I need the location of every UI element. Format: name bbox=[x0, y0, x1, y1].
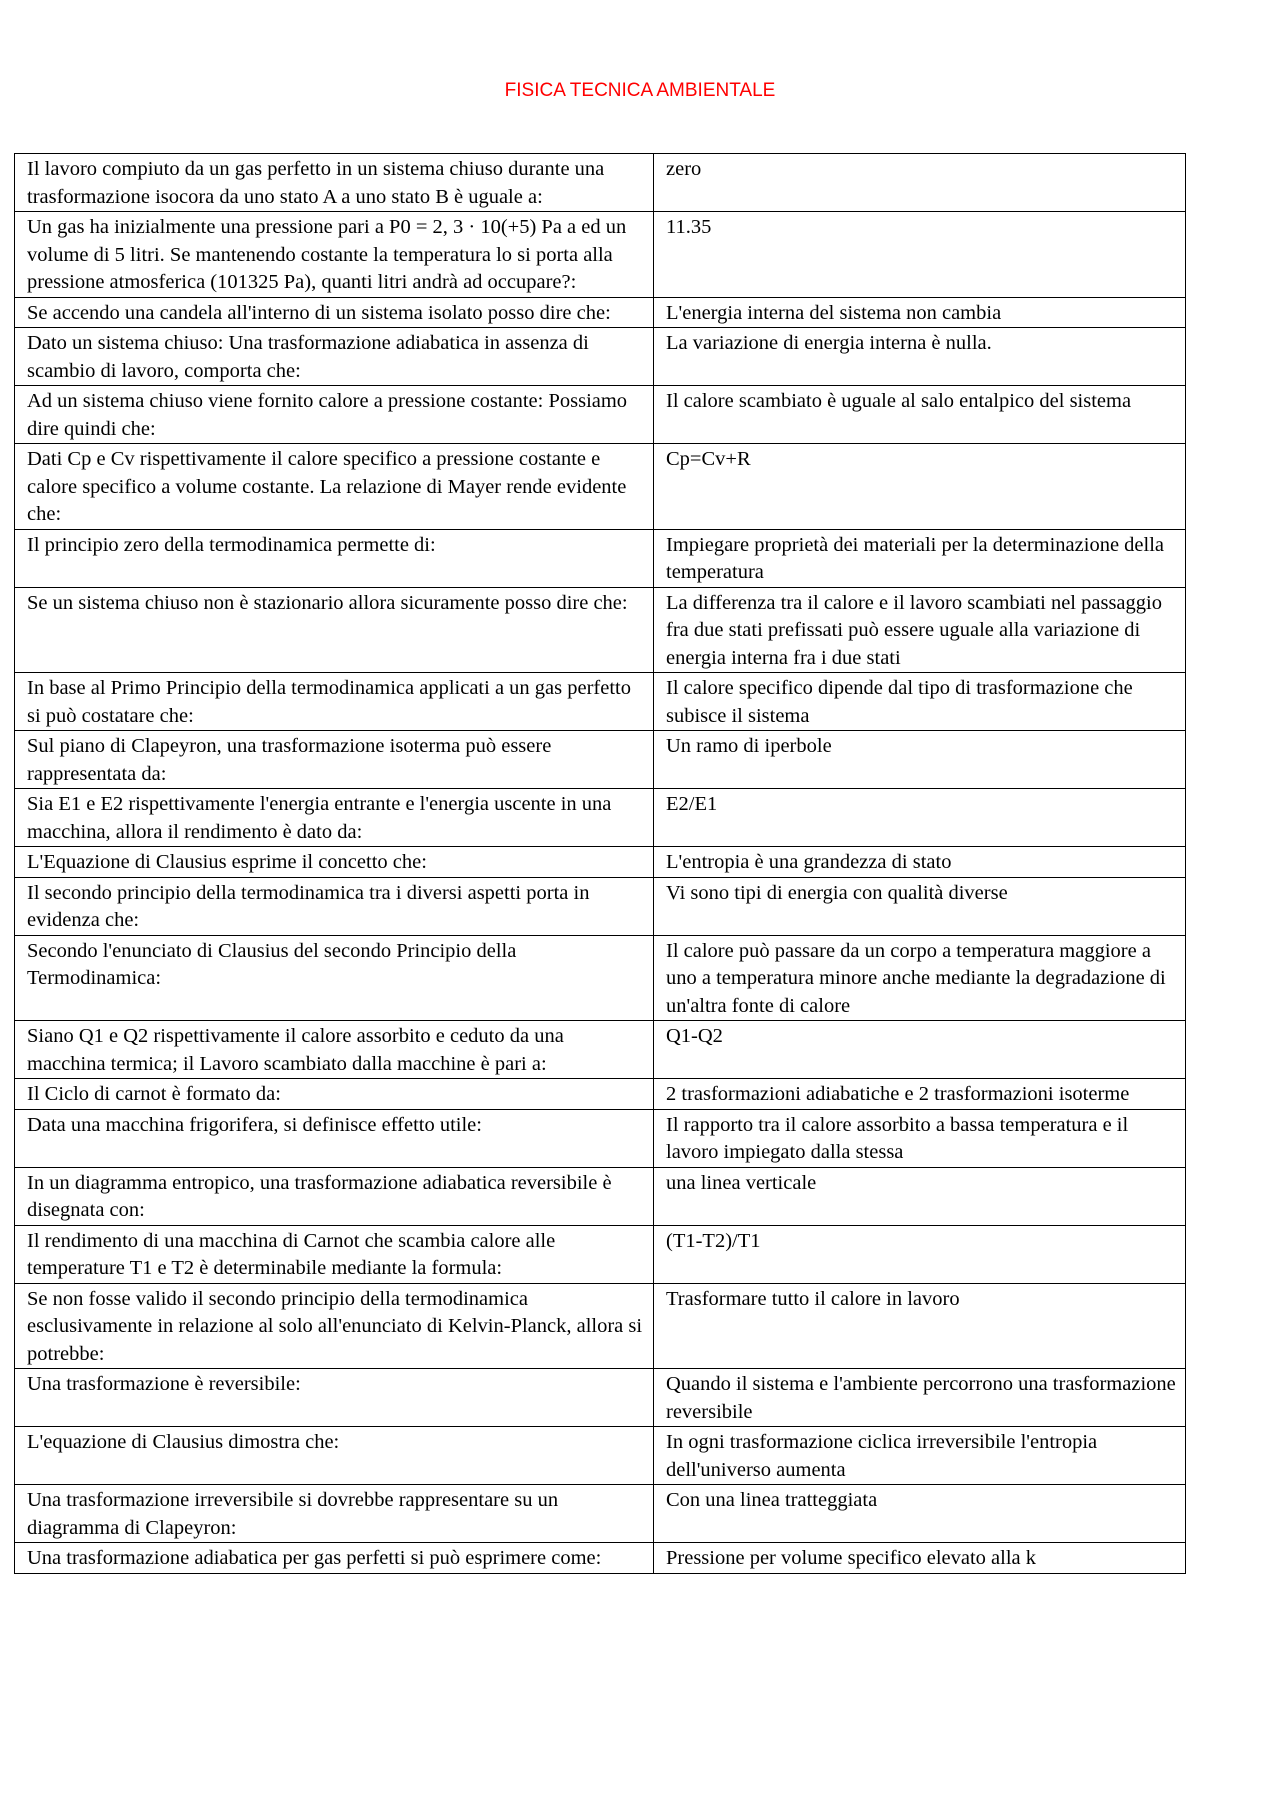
table-row bbox=[15, 731, 1186, 789]
table-row bbox=[15, 1079, 1186, 1110]
question-cell: Il principio zero della termodinamica permette di: bbox=[15, 529, 654, 587]
question-cell: Siano Q1 e Q2 rispettivamente il calore assorbito e ceduto da una macchina termica; il Lavoro scambiato dalla macchine è pari a: bbox=[15, 1021, 654, 1079]
answer-cell: Vi sono tipi di energia con qualità diverse bbox=[654, 877, 1186, 935]
answer-cell: L'energia interna del sistema non cambia bbox=[654, 297, 1186, 328]
answer-cell: Il calore può passare da un corpo a temperatura maggiore a uno a temperatura minore anche mediante la degradazione di un'altra fonte di calore bbox=[654, 935, 1186, 1021]
question-cell: Secondo l'enunciato di Clausius del secondo Principio della Termodinamica: bbox=[15, 935, 654, 1021]
question-cell: Se un sistema chiuso non è stazionario allora sicuramente posso dire che: bbox=[15, 587, 654, 673]
table-row bbox=[15, 1225, 1186, 1283]
table-row bbox=[15, 444, 1186, 530]
answer-cell: Quando il sistema e l'ambiente percorrono una trasformazione reversibile bbox=[654, 1369, 1186, 1427]
table-row bbox=[15, 935, 1186, 1021]
table-row bbox=[15, 297, 1186, 328]
answer-cell: Un ramo di iperbole bbox=[654, 731, 1186, 789]
question-cell: Data una macchina frigorifera, si definisce effetto utile: bbox=[15, 1109, 654, 1167]
table-row bbox=[15, 386, 1186, 444]
question-cell: Il secondo principio della termodinamica tra i diversi aspetti porta in evidenza che: bbox=[15, 877, 654, 935]
answer-cell: Q1-Q2 bbox=[654, 1021, 1186, 1079]
answer-cell: 2 trasformazioni adiabatiche e 2 trasformazioni isoterme bbox=[654, 1079, 1186, 1110]
answer-cell: Il rapporto tra il calore assorbito a bassa temperatura e il lavoro impiegato dalla stessa bbox=[654, 1109, 1186, 1167]
table-row bbox=[15, 1167, 1186, 1225]
question-cell: Una trasformazione adiabatica per gas perfetti si può esprimere come: bbox=[15, 1543, 654, 1574]
table-row bbox=[15, 1485, 1186, 1543]
table-row bbox=[15, 328, 1186, 386]
answer-cell: Il calore specifico dipende dal tipo di trasformazione che subisce il sistema bbox=[654, 673, 1186, 731]
answer-cell: zero bbox=[654, 154, 1186, 212]
question-cell: L'equazione di Clausius dimostra che: bbox=[15, 1427, 654, 1485]
answer-cell: Il calore scambiato è uguale al salo entalpico del sistema bbox=[654, 386, 1186, 444]
question-cell: Dati Cp e Cv rispettivamente il calore specifico a pressione costante e calore specifico a volume costante. La relazione di Mayer rende evidente che: bbox=[15, 444, 654, 530]
answer-cell: La variazione di energia interna è nulla. bbox=[654, 328, 1186, 386]
question-cell: L'Equazione di Clausius esprime il concetto che: bbox=[15, 847, 654, 878]
question-cell: Se accendo una candela all'interno di un sistema isolato posso dire che: bbox=[15, 297, 654, 328]
answer-cell: E2/E1 bbox=[654, 789, 1186, 847]
table-row bbox=[15, 877, 1186, 935]
question-cell: Il lavoro compiuto da un gas perfetto in un sistema chiuso durante una trasformazione isocora da uno stato A a uno stato B è uguale a: bbox=[15, 154, 654, 212]
table-row bbox=[15, 1427, 1186, 1485]
question-cell: Sul piano di Clapeyron, una trasformazione isoterma può essere rappresentata da: bbox=[15, 731, 654, 789]
question-cell: Il rendimento di una macchina di Carnot che scambia calore alle temperature T1 e T2 è determinabile mediante la formula: bbox=[15, 1225, 654, 1283]
question-cell: Dato un sistema chiuso: Una trasformazione adiabatica in assenza di scambio di lavoro, comporta che: bbox=[15, 328, 654, 386]
question-cell: Ad un sistema chiuso viene fornito calore a pressione costante: Possiamo dire quindi che: bbox=[15, 386, 654, 444]
answer-cell: La differenza tra il calore e il lavoro scambiati nel passaggio fra due stati prefissati può essere uguale alla variazione di energia interna fra i due stati bbox=[654, 587, 1186, 673]
answer-cell: Trasformare tutto il calore in lavoro bbox=[654, 1283, 1186, 1369]
question-cell: In base al Primo Principio della termodinamica applicati a un gas perfetto si può costatare che: bbox=[15, 673, 654, 731]
question-cell: Una trasformazione irreversibile si dovrebbe rappresentare su un diagramma di Clapeyron: bbox=[15, 1485, 654, 1543]
answer-cell: 11.35 bbox=[654, 212, 1186, 298]
answer-cell: Pressione per volume specifico elevato alla k bbox=[654, 1543, 1186, 1574]
table-row bbox=[15, 587, 1186, 673]
answer-cell: Impiegare proprietà dei materiali per la determinazione della temperatura bbox=[654, 529, 1186, 587]
question-cell: Sia E1 e E2 rispettivamente l'energia entrante e l'energia uscente in una macchina, allora il rendimento è dato da: bbox=[15, 789, 654, 847]
question-cell: In un diagramma entropico, una trasformazione adiabatica reversibile è disegnata con: bbox=[15, 1167, 654, 1225]
answer-cell: Cp=Cv+R bbox=[654, 444, 1186, 530]
table-row bbox=[15, 212, 1186, 298]
answer-cell: (T1-T2)/T1 bbox=[654, 1225, 1186, 1283]
question-cell: Una trasformazione è reversibile: bbox=[15, 1369, 654, 1427]
qa-table bbox=[14, 153, 1186, 1574]
table-row bbox=[15, 1021, 1186, 1079]
question-cell: Se non fosse valido il secondo principio della termodinamica esclusivamente in relazione al solo all'enunciato di Kelvin-Planck, allora si potrebbe: bbox=[15, 1283, 654, 1369]
answer-cell: In ogni trasformazione ciclica irreversibile l'entropia dell'universo aumenta bbox=[654, 1427, 1186, 1485]
question-cell: Il Ciclo di carnot è formato da: bbox=[15, 1079, 654, 1110]
table-row bbox=[15, 1109, 1186, 1167]
answer-cell: una linea verticale bbox=[654, 1167, 1186, 1225]
table-row bbox=[15, 529, 1186, 587]
question-cell: Un gas ha inizialmente una pressione pari a P0 = 2, 3 · 10(+5) Pa a ed un volume di 5 litri. Se mantenendo costante la temperatura lo si porta alla pressione atmosferica (101325 Pa), quanti litri andrà ad occupare?: bbox=[15, 212, 654, 298]
table-row bbox=[15, 1369, 1186, 1427]
table-row bbox=[15, 673, 1186, 731]
table-row bbox=[15, 847, 1186, 878]
table-row bbox=[15, 154, 1186, 212]
page-title: FISICA TECNICA AMBIENTALE bbox=[504, 80, 776, 101]
table-row bbox=[15, 789, 1186, 847]
answer-cell: L'entropia è una grandezza di stato bbox=[654, 847, 1186, 878]
answer-cell: Con una linea tratteggiata bbox=[654, 1485, 1186, 1543]
table-row bbox=[15, 1543, 1186, 1574]
table-row bbox=[15, 1283, 1186, 1369]
